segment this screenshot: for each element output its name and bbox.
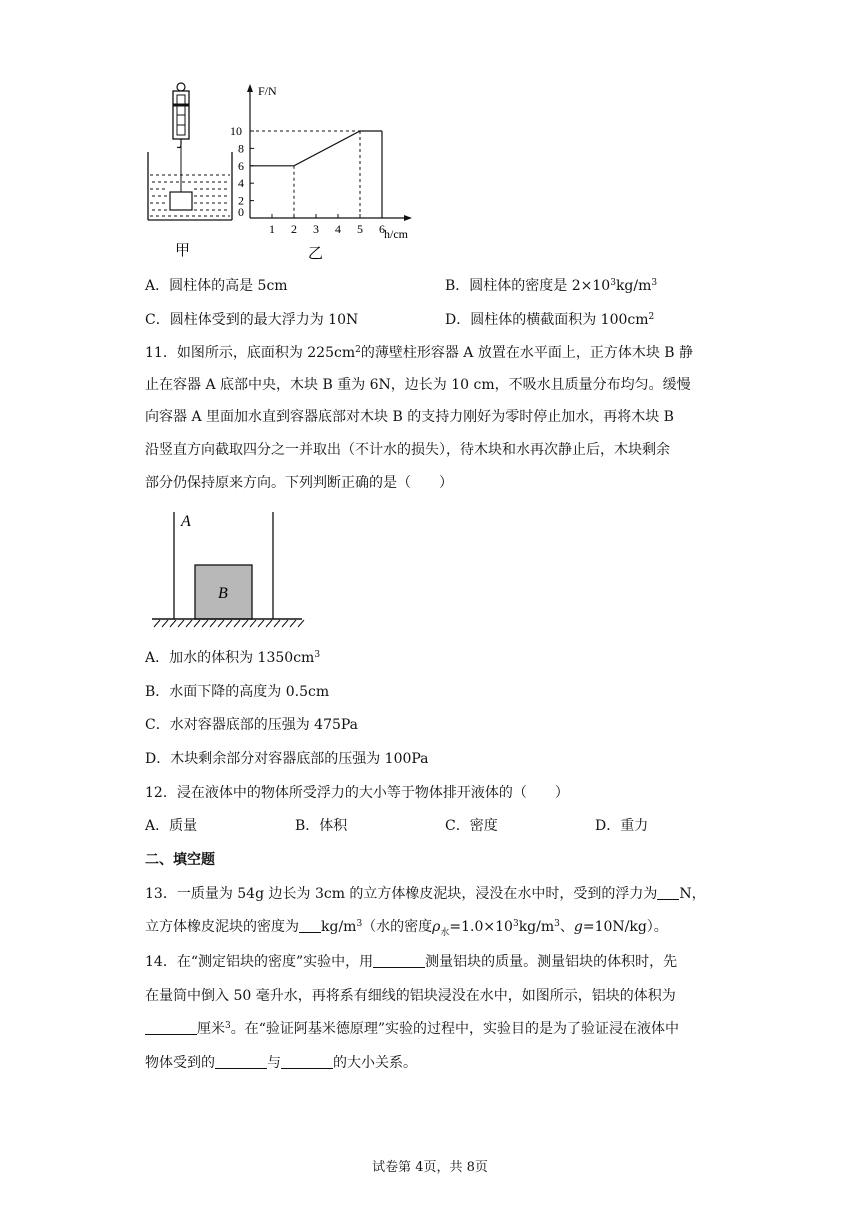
y-tick-label: 10 bbox=[230, 124, 242, 138]
x-tick-label: 0 bbox=[238, 205, 244, 219]
section-title: 二、填空题 bbox=[145, 852, 215, 868]
q11-stem-line-4: 沿竖直方向截取四分之一并取出（不计水的损失），待木块和水再次静止后，木块剩余 bbox=[145, 442, 670, 458]
y-tick-label: 6 bbox=[238, 158, 244, 173]
x-tick-label: 4 bbox=[335, 222, 341, 236]
q13-line-1: 13．一质量为 54g 边长为 3cm 的立方体橡皮泥块，浸没在水中时，受到的浮力为 N， bbox=[145, 886, 706, 902]
answer-blank[interactable] bbox=[145, 1020, 197, 1035]
q11-option-b: B．水面下降的高度为 0.5cm bbox=[145, 684, 330, 700]
q11-stem-line-1: 11．如图所示，底面积为 $225cm^2$的薄壁柱形容器 A 放置在水平面上，正方体木块 B 静 bbox=[145, 345, 694, 361]
q10-option-b: B．圆柱体的密度是 $2\times 10^3kg/m^3$ bbox=[445, 278, 658, 294]
block-b-label: B bbox=[218, 585, 228, 602]
y-tick-label: 4 bbox=[238, 176, 244, 191]
figure-jia bbox=[140, 80, 240, 265]
q12-option-d: D．重力 bbox=[595, 818, 649, 834]
x-axis-label: h/cm bbox=[384, 227, 408, 241]
y-tick-label: 2 bbox=[238, 193, 244, 208]
figure-yi-chart bbox=[228, 78, 428, 263]
figure-jia-label: 甲 bbox=[175, 243, 191, 259]
y-axis-label: F/N bbox=[258, 84, 277, 98]
q11-stem-line-3: 向容器 A 里面加水直到容器底部对木块 B 的支持力刚好为零时停止加水，再将木块 B bbox=[145, 409, 674, 425]
x-tick-label: 2 bbox=[291, 222, 297, 236]
q14-line-4: 物体受到的 与 的大小关系。 bbox=[145, 1055, 417, 1071]
q10-option-c: C．圆柱体受到的最大浮力为 10N bbox=[145, 312, 359, 328]
page-footer: 试卷第 4页，共 8页 bbox=[372, 1160, 488, 1175]
figure-yi-label: 乙 bbox=[308, 246, 324, 262]
q10-option-d: D．圆柱体的横截面积为 $100cm^2$ bbox=[445, 312, 655, 328]
figure-q11 bbox=[148, 508, 308, 634]
answer-blank[interactable] bbox=[215, 1054, 267, 1069]
q14-line-2: 在量筒中倒入 50 毫升水，再将系有细线的铝块浸没在水中，如图所示，铝块的体积为 bbox=[145, 988, 676, 1004]
q13-line-2: 立方体橡皮泥块的密度为 $kg/m^3$（水的密度$\rho_水=1.0\times 10^3kg/m^3$、g=10N/kg）。 bbox=[145, 919, 668, 938]
answer-blank[interactable] bbox=[373, 953, 425, 968]
x-tick-label: 5 bbox=[357, 222, 363, 236]
q12-option-c: C．密度 bbox=[445, 818, 498, 834]
q11-stem-line-2: 止在容器 A 底部中央，木块 B 重为 6N，边长为 10 cm，不吸水且质量分布均匀。缓慢 bbox=[145, 377, 691, 393]
q10-option-a: A．圆柱体的高是 5cm bbox=[145, 278, 288, 294]
q11-option-c: C．水对容器底部的压强为 475Pa bbox=[145, 717, 359, 733]
q12-option-b: B．体积 bbox=[295, 818, 348, 834]
x-tick-label: 6 bbox=[379, 222, 385, 236]
series-line bbox=[250, 131, 382, 166]
q14-line-1: 14．在“测定铝块的密度”实验中，用 测量铝块的质量。测量铝块的体积时，先 bbox=[145, 954, 678, 970]
q12-stem: 12．浸在液体中的物体所受浮力的大小等于物体排开液体的（ ） bbox=[145, 785, 569, 801]
q11-option-a: A．加水的体积为 $1350cm^3$ bbox=[145, 650, 321, 666]
y-tick-label: 8 bbox=[238, 141, 244, 156]
answer-blank[interactable] bbox=[657, 885, 679, 900]
x-tick-label: 1 bbox=[269, 222, 275, 236]
q14-line-3: 厘米$^3$。在“验证阿基米德原理”实验的过程中，实验目的是为了验证浸在液体中 bbox=[145, 1019, 679, 1039]
q12-option-a: A．质量 bbox=[145, 818, 198, 834]
x-tick-label: 3 bbox=[313, 222, 319, 236]
answer-blank[interactable] bbox=[281, 1054, 333, 1069]
answer-blank[interactable] bbox=[299, 918, 321, 933]
q11-option-d: D．木块剩余部分对容器底部的压强为 100Pa bbox=[145, 751, 429, 767]
q11-stem-line-5: 部分仍保持原来方向。下列判断正确的是（ ） bbox=[145, 475, 453, 491]
container-a-label: A bbox=[181, 513, 191, 530]
